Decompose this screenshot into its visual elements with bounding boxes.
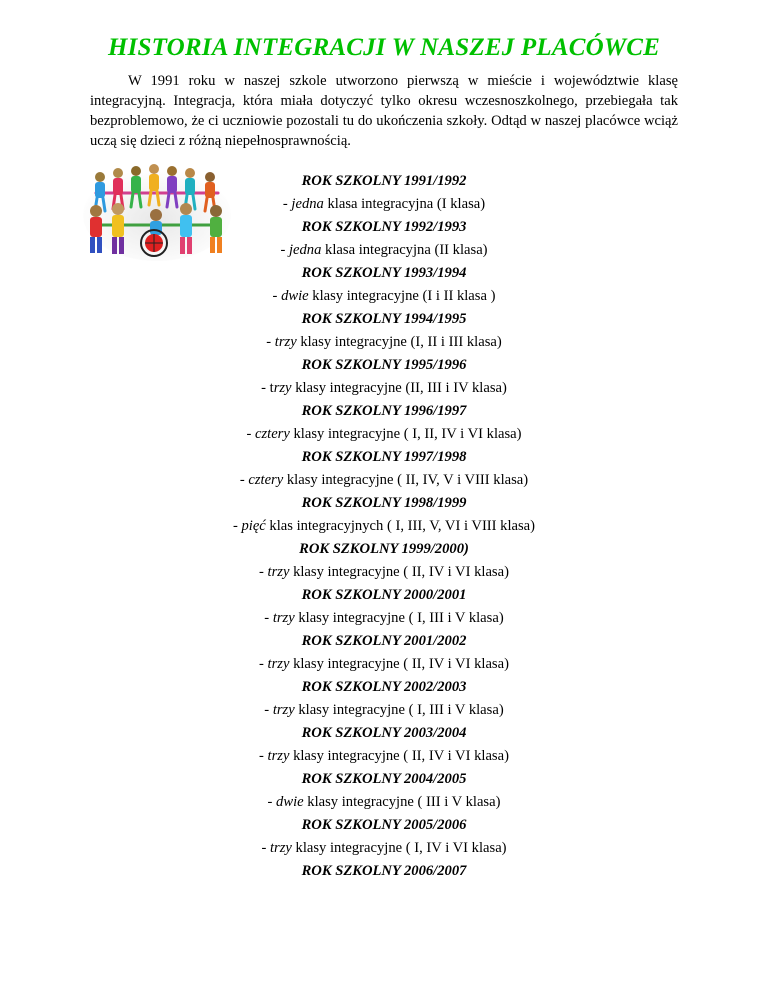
class-count: cztery — [248, 472, 284, 488]
class-description — [0, 239, 768, 262]
class-count: cztery — [254, 426, 290, 442]
class-description — [0, 377, 768, 400]
class-description — [0, 331, 768, 354]
description-prefix: - — [259, 748, 268, 764]
school-year-heading: ROK SZKOLNY 1997/1998 — [301, 449, 467, 465]
class-description — [0, 515, 768, 538]
description-text: klasa integracyjna (I klasa) — [323, 196, 486, 212]
class-count: trzy — [272, 702, 295, 718]
school-year-heading: ROK SZKOLNY 2005/2006 — [301, 817, 467, 833]
school-year-heading: ROK SZKOLNY 2006/2007 — [301, 863, 467, 879]
school-year-heading: ROK SZKOLNY 1996/1997 — [301, 403, 467, 419]
class-description — [0, 193, 768, 216]
class-count: trzy — [272, 610, 295, 626]
timeline-entry — [0, 630, 768, 676]
timeline-entry — [0, 722, 768, 768]
description-prefix: - — [261, 840, 270, 856]
class-description — [0, 607, 768, 630]
description-text: klasy integracyjne (I i II klasa ) — [308, 288, 496, 304]
description-text: klas integracyjnych ( I, III, V, VI i VIII klasa) — [265, 518, 536, 534]
description-text: klasy integracyjne ( I, III i V klasa) — [294, 702, 504, 718]
timeline-entry — [0, 216, 768, 262]
timeline-entry — [0, 768, 768, 814]
school-year-heading: ROK SZKOLNY 1992/1993 — [301, 219, 467, 235]
description-text: klasy integracyjne ( III i V klasa) — [303, 794, 501, 810]
school-year-heading: ROK SZKOLNY 2001/2002 — [301, 633, 467, 649]
class-description — [0, 423, 768, 446]
description-prefix: - — [267, 794, 277, 810]
timeline-entry — [0, 308, 768, 354]
description-text: klasy integracyjne ( I, III i V klasa) — [294, 610, 504, 626]
class-count: pięć — [241, 518, 266, 534]
school-year-heading: ROK SZKOLNY 2000/2001 — [301, 587, 467, 603]
description-text: klasy integracyjne (II, III i IV klasa) — [291, 380, 507, 396]
description-text: klasy integracyjne ( II, IV i VI klasa) — [289, 564, 509, 580]
school-year-heading: ROK SZKOLNY 2003/2004 — [301, 725, 467, 741]
timeline-entry — [0, 170, 768, 216]
timeline-entry — [0, 538, 768, 584]
school-year-heading: ROK SZKOLNY 1994/1995 — [301, 311, 467, 327]
school-year-heading: ROK SZKOLNY 2004/2005 — [301, 771, 467, 787]
timeline-entry — [0, 262, 768, 308]
description-prefix: - — [280, 242, 289, 258]
description-prefix: - — [264, 610, 273, 626]
description-prefix: - — [282, 196, 292, 212]
class-count: dwie — [276, 794, 304, 810]
description-prefix: - — [266, 334, 275, 350]
class-count: jedna — [291, 196, 324, 212]
class-count: jedna — [288, 242, 322, 258]
description-text: klasy integracyjne (I, II i III klasa) — [296, 334, 502, 350]
class-description — [0, 469, 768, 492]
description-prefix: - — [264, 702, 273, 718]
description-prefix: - — [259, 656, 268, 672]
description-text: klasy integracyjne ( II, IV, V i VIII klasa) — [283, 472, 529, 488]
class-count: trzy — [267, 748, 290, 764]
school-year-heading: ROK SZKOLNY 1998/1999 — [301, 495, 467, 511]
intro-paragraph: W 1991 roku w naszej szkole utworzono pierwszą w mieście i województwie klasę integracyjną. Integracja, która miała dotyczyć tylko okresu wczesnoszkolnego, przebiegała tak bezproblemowo, że ci uczniowie pozostali tu do ukończenia szkoły. Odtąd w naszej placówce wciąż uczą się dzieci z różną niepełnosprawnością. — [90, 73, 678, 149]
class-description — [0, 791, 768, 814]
school-year-heading: ROK SZKOLNY 1999/2000) — [299, 541, 469, 557]
description-prefix: - — [246, 426, 255, 442]
class-description — [0, 745, 768, 768]
description-prefix: - — [259, 564, 268, 580]
description-prefix: - — [239, 472, 249, 488]
description-text: klasy integracyjne ( I, IV i VI klasa) — [291, 840, 507, 856]
description-text: klasy integracyjne ( II, IV i VI klasa) — [289, 656, 509, 672]
timeline-entry — [0, 492, 768, 538]
page-title: HISTORIA INTEGRACJI W NASZEJ PLACÓWCE — [107, 34, 661, 61]
description-text: klasy integracyjne ( I, II, IV i VI klasa) — [289, 426, 522, 442]
timeline-entry — [0, 860, 768, 906]
class-count: rzy — [273, 380, 292, 396]
timeline-entry — [0, 400, 768, 446]
class-count: trzy — [269, 840, 292, 856]
school-year-heading: ROK SZKOLNY 2002/2003 — [301, 679, 467, 695]
class-count: dwie — [281, 288, 309, 304]
description-prefix: - — [272, 288, 282, 304]
description-text: klasy integracyjne ( II, IV i VI klasa) — [289, 748, 509, 764]
school-year-heading: ROK SZKOLNY 1993/1994 — [301, 265, 467, 281]
school-year-heading: ROK SZKOLNY 1991/1992 — [301, 173, 467, 189]
timeline-entry — [0, 676, 768, 722]
timeline-entry — [0, 814, 768, 860]
description-text: klasa integracyjna (II klasa) — [321, 242, 488, 258]
class-description — [0, 837, 768, 860]
class-description — [0, 285, 768, 308]
class-description — [0, 699, 768, 722]
timeline-entry — [0, 354, 768, 400]
class-description — [0, 653, 768, 676]
description-prefix: - t — [261, 380, 274, 396]
description-prefix: - — [232, 518, 242, 534]
class-count: trzy — [267, 564, 290, 580]
class-count: trzy — [274, 334, 297, 350]
class-count: trzy — [267, 656, 290, 672]
timeline-entry — [0, 446, 768, 492]
school-year-timeline — [0, 170, 768, 906]
school-year-heading: ROK SZKOLNY 1995/1996 — [301, 357, 467, 373]
class-description — [0, 561, 768, 584]
timeline-entry — [0, 584, 768, 630]
